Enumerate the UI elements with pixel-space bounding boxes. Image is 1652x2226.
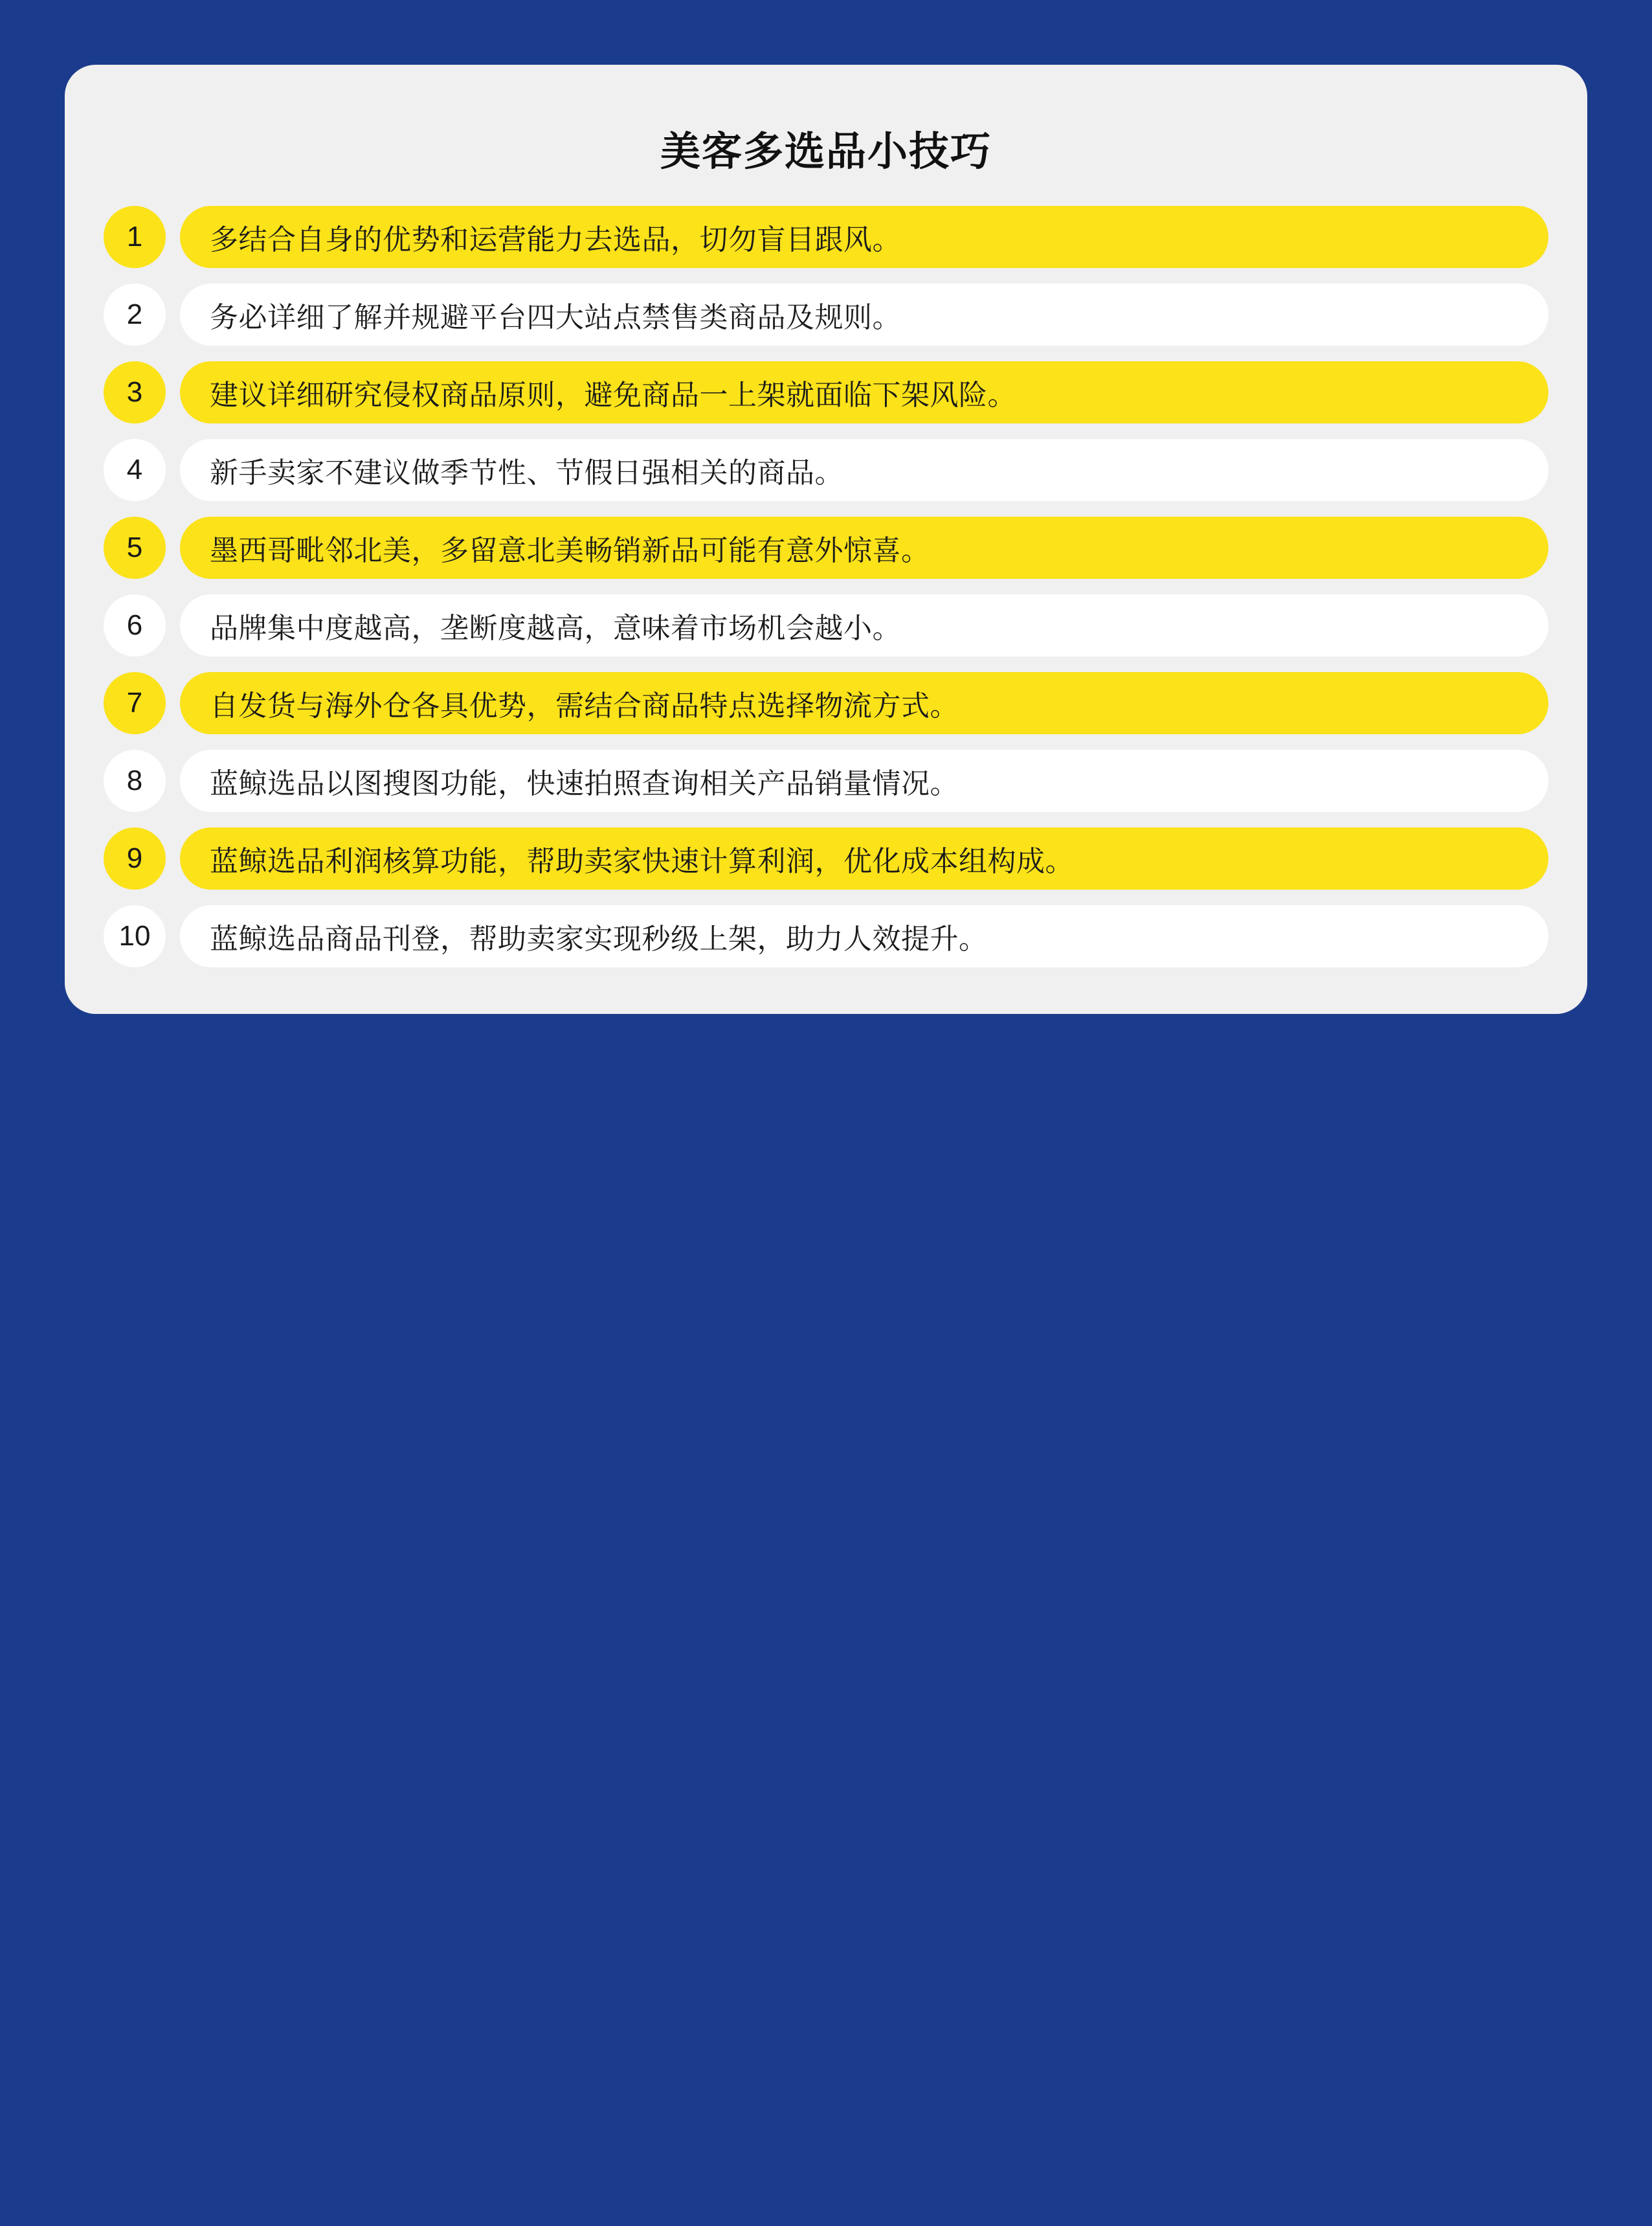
tip-row [104,517,1548,579]
tip-index-badge: 6 [104,594,166,657]
tip-index-badge: 7 [104,672,166,734]
tip-index-badge: 8 [104,750,166,812]
tip-row [104,284,1548,346]
tip-list [104,206,1548,967]
tip-index-badge: 3 [104,361,166,423]
tip-row [104,672,1548,734]
tip-text: 蓝鲸选品以图搜图功能，快速拍照查询相关产品销量情况。 [180,750,1548,812]
tip-text: 蓝鲸选品利润核算功能，帮助卖家快速计算利润，优化成本组构成。 [180,827,1548,890]
tip-index-badge: 9 [104,827,166,890]
tip-text: 蓝鲸选品商品刊登，帮助卖家实现秒级上架，助力人效提升。 [180,905,1548,967]
tip-index-badge: 2 [104,284,166,346]
tip-text: 务必详细了解并规避平台四大站点禁售类商品及规则。 [180,284,1548,346]
tip-row [104,750,1548,812]
tip-index-badge: 5 [104,517,166,579]
tip-text: 建议详细研究侵权商品原则，避免商品一上架就面临下架风险。 [180,361,1548,423]
tip-text: 自发货与海外仓各具优势，需结合商品特点选择物流方式。 [180,672,1548,734]
tip-text: 多结合自身的优势和运营能力去选品，切勿盲目跟风。 [180,206,1548,268]
tip-row [104,439,1548,501]
tip-text: 墨西哥毗邻北美，多留意北美畅销新品可能有意外惊喜。 [180,517,1548,579]
tip-text: 品牌集中度越高，垄断度越高，意味着市场机会越小。 [180,594,1548,657]
tips-card [65,65,1587,1014]
tip-index-badge: 4 [104,439,166,501]
tip-index-badge: 1 [104,206,166,268]
tip-index-badge: 10 [104,905,166,967]
tip-row [104,361,1548,423]
tip-row [104,206,1548,268]
tip-text: 新手卖家不建议做季节性、节假日强相关的商品。 [180,439,1548,501]
tip-row [104,827,1548,890]
page-title: 美客多选品小技巧 [660,129,992,174]
tip-row [104,594,1548,657]
tip-row [104,905,1548,967]
